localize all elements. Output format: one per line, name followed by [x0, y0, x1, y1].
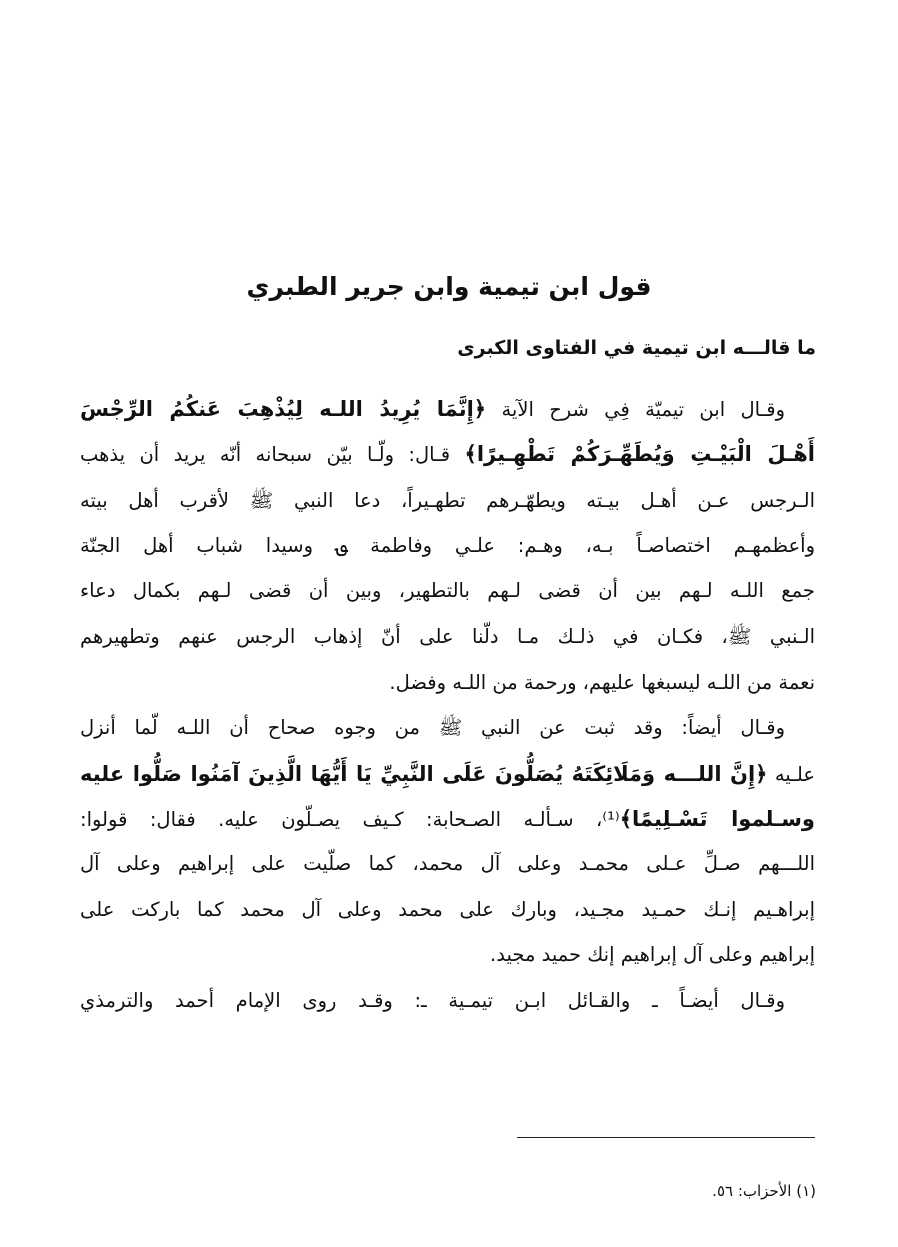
text-line: [80, 484, 815, 518]
footnote: (١) الأحزاب: ٥٦.: [712, 1182, 816, 1200]
quran-verse: ﴿إِنَّمَا يُرِيدُ اللـه لِيُذْهِبَ عَنكُمُ الرِّجْسَ: [80, 397, 487, 421]
text-segment: قـال: ولّـا بيّن سبحانه أنّه يريد أن يذهب: [80, 443, 465, 466]
text-line: [80, 437, 815, 471]
text-line: [80, 666, 815, 700]
quran-verse: ﴿إِنَّ اللـــه وَمَلَائِكَتَهُ يُصَلُّونَ عَلَى النَّبِيِّ يَا أَيُّهَا الَّذِينَ آمَنُوا صَلُّوا عليه: [80, 762, 768, 786]
text-segment: نعمة من اللـه ليسبغها عليهم، ورحمة من اللـه وفضل.: [389, 671, 815, 694]
text-line: [80, 893, 815, 927]
text-segment: جمع اللـه لـهم بين أن قضى لـهم بالتطهير، وبين أن قضى لـهم بكمال دعاء: [80, 579, 815, 602]
text-segment: إبراهـيم إنـك حمـيد مجـيد، وبارك على محمد وعلى آل محمد كما باركت على: [80, 898, 815, 921]
text-segment: وقـال ابن تيميّة فِي شرح الآية: [486, 398, 786, 421]
text-line: [80, 392, 815, 426]
text-segment: اللـــهم صـلِّ عـلى محمـد وعلى آل محمد، كما صلّيت على إبراهيم وعلى آل: [80, 852, 815, 875]
text-line: [80, 938, 815, 972]
text-segment: ⁽¹⁾، سـألـه الصـحابة: كـيف يصـلّون عليه. فقال: قولوا:: [80, 808, 620, 831]
text-segment: علـيه: [767, 763, 815, 786]
text-line: [80, 574, 815, 608]
text-segment: وقـال أيضـاً ـ والقـائل ابـن تيمـية ـ: وقـد روى الإمام أحمد والترمذي: [80, 989, 785, 1012]
text-line: [80, 711, 815, 745]
quran-verse: وسـلموا تَسْـلِيمًا﴾: [619, 807, 815, 831]
text-line: [80, 984, 815, 1018]
text-segment: إبراهيم وعلى آل إبراهيم إنك حميد مجيد.: [490, 943, 815, 966]
quran-verse: أَهْـلَ الْبَيْـتِ وَيُطَهِّـرَكُمْ تَطْهِـيرًا﴾: [464, 442, 815, 466]
text-line: [80, 529, 815, 563]
page-title: قول ابن تيمية وابن جرير الطبري: [246, 272, 652, 301]
text-line: [80, 847, 815, 881]
section-heading: ما قالـــه ابن تيمية في الفتاوى الكبرى: [457, 337, 816, 359]
text-line: [80, 620, 815, 654]
text-segment: وأعظمهـم اختصاصـاً بـه، وهـم: علـي وفاطمة ؈ وسيدا شباب أهل الجنّة: [80, 534, 815, 557]
text-line: [80, 757, 815, 791]
text-segment: الـرجس عـن أهـل بيـته ويطهّـرهم تطهـيراً، دعا النبي ﷺ لأقرب أهل بيته: [80, 489, 815, 512]
text-segment: الـنبي ﷺ، فكـان في ذلـك مـا دلّنا على أنّ إذهاب الرجس عنهم وتطهيرهم: [80, 625, 815, 648]
text-segment: وقـال أيضاً: وقد ثبت عن النبي ﷺ من وجوه صحاح أن اللـه لّما أنزل: [80, 716, 785, 739]
text-line: [80, 802, 815, 836]
footnote-divider: [517, 1137, 815, 1138]
